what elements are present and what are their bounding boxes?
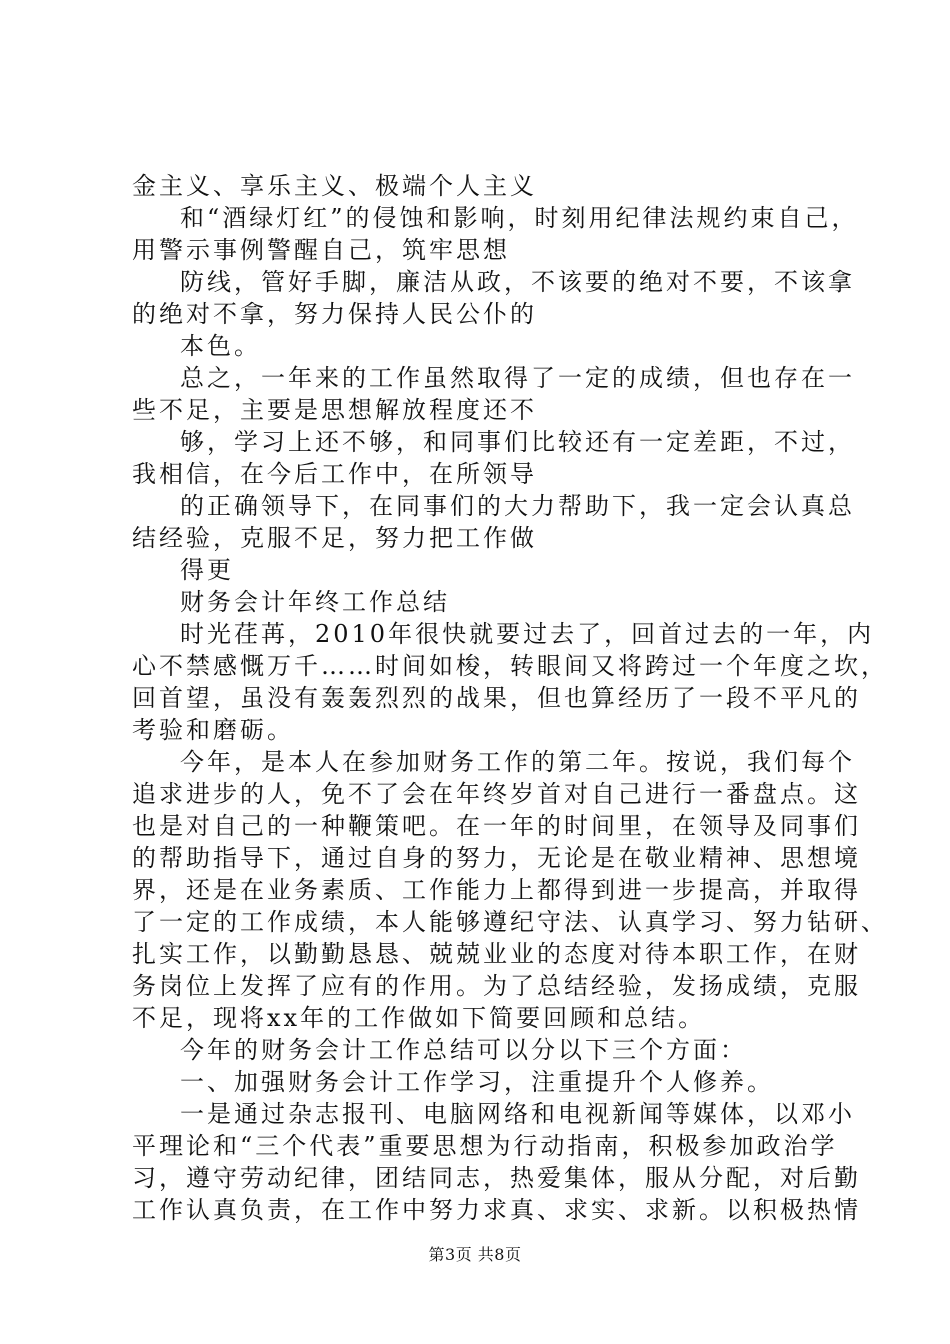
text-line: 一、加强财务会计工作学习，注重提升个人修养。 (180, 1068, 774, 1096)
text-line: 本色。 (180, 332, 261, 360)
text-line: 扎实工作，以勤勤恳恳、兢兢业业的态度对待本职工作，在财 (132, 940, 861, 968)
text-line: 了一定的工作成绩，本人能够遵纪守法、认真学习、努力钻研、 (132, 908, 888, 936)
text-line: 总之，一年来的工作虽然取得了一定的成绩，但也存在一 (180, 364, 855, 392)
text-line: 金主义、享乐主义、极端个人主义 (132, 172, 537, 200)
text-line: 考验和磨砺。 (132, 716, 294, 744)
text-line: 也是对自己的一种鞭策吧。在一年的时间里，在领导及同事们 (132, 812, 861, 840)
text-line: 界，还是在业务素质、工作能力上都得到进一步提高，并取得 (132, 876, 861, 904)
text-line: 心不禁感慨万千……时间如梭，转眼间又将跨过一个年度之坎， (132, 652, 888, 680)
text-line: 和“酒绿灯红”的侵蚀和影响，时刻用纪律法规约束自己， (180, 204, 859, 232)
text-line: 习，遵守劳动纪律，团结同志，热爱集体，服从分配，对后勤 (132, 1164, 861, 1192)
text-line: 我相信，在今后工作中，在所领导 (132, 460, 537, 488)
text-line: 时光荏苒，2010年很快就要过去了，回首过去的一年，内 (180, 620, 875, 648)
text-line: 今年的财务会计工作总结可以分以下三个方面： (180, 1036, 747, 1064)
text-line: 工作认真负责，在工作中努力求真、求实、求新。以积极热情 (132, 1196, 861, 1224)
text-line: 的正确领导下，在同事们的大力帮助下，我一定会认真总 (180, 492, 855, 520)
text-line: 务岗位上发挥了应有的作用。为了总结经验，发扬成绩，克服 (132, 972, 861, 1000)
text-line: 今年，是本人在参加财务工作的第二年。按说，我们每个 (180, 748, 855, 776)
text-line: 结经验，克服不足，努力把工作做 (132, 524, 537, 552)
text-line: 用警示事例警醒自己，筑牢思想 (132, 236, 510, 264)
page-number-footer: 第3页 共8页 (428, 1245, 522, 1264)
text-line: 追求进步的人，免不了会在年终岁首对自己进行一番盘点。这 (132, 780, 861, 808)
text-line: 些不足，主要是思想解放程度还不 (132, 396, 537, 424)
text-line: 回首望，虽没有轰轰烈烈的战果，但也算经历了一段不平凡的 (132, 684, 861, 712)
text-line: 防线，管好手脚，廉洁从政，不该要的绝对不要，不该拿 (180, 268, 855, 296)
section-heading: 财务会计年终工作总结 (180, 588, 450, 616)
text-line: 的绝对不拿，努力保持人民公仆的 (132, 300, 537, 328)
text-line: 平理论和“三个代表”重要思想为行动指南，积极参加政治学 (132, 1132, 838, 1160)
text-line: 一是通过杂志报刊、电脑网络和电视新闻等媒体，以邓小 (180, 1100, 855, 1128)
text-line: 的帮助指导下，通过自身的努力，无论是在敬业精神、思想境 (132, 844, 861, 872)
text-line: 不足，现将xx年的工作做如下简要回顾和总结。 (132, 1004, 706, 1032)
document-body (132, 170, 888, 1226)
text-line: 够，学习上还不够，和同事们比较还有一定差距，不过， (180, 428, 855, 456)
text-line: 得更 (180, 556, 234, 584)
